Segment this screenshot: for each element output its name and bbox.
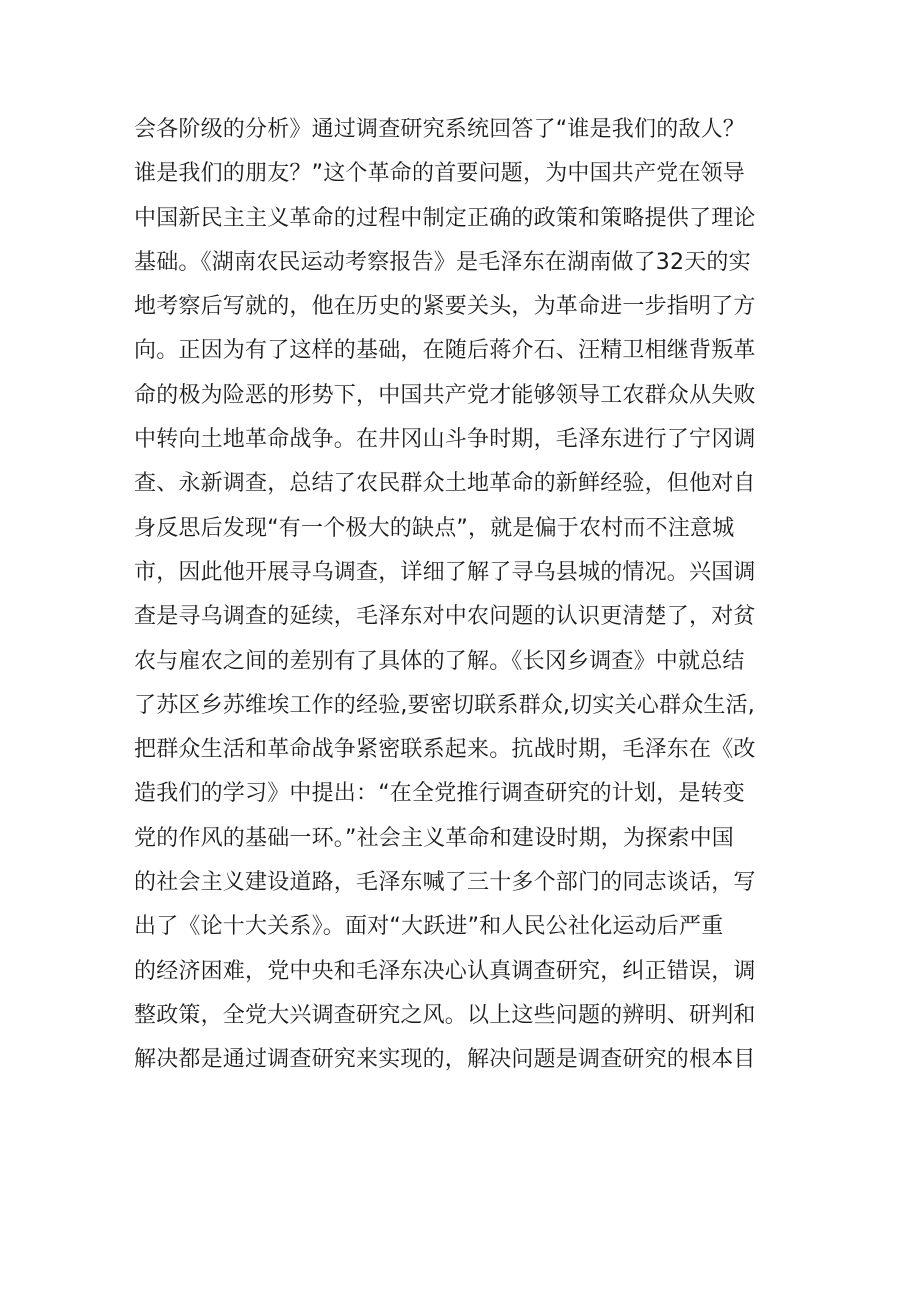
paragraph-line: 地考察后写就的，他在历史的紧要关头，为革命进一步指明了方 <box>134 294 756 320</box>
paragraph-line: 了苏区乡苏维埃工作的经验,要密切联系群众,切实关心群众生活, <box>134 692 755 718</box>
paragraph-line: 解决都是通过调查研究来实现的，解决问题是调查研究的根本目 <box>134 1047 756 1073</box>
paragraph-line: 谁是我们的朋友？”这个革命的首要问题，为中国共产党在领导 <box>134 161 745 187</box>
body-paragraph <box>134 108 794 1083</box>
paragraph-line: 基础。《湖南农民运动考察报告》是毛泽东在湖南做了32天的实 <box>134 249 751 275</box>
paragraph-line: 的社会主义建设道路，毛泽东喊了三十多个部门的同志谈话，写 <box>134 870 756 896</box>
paragraph-line: 查是寻乌调查的延续，毛泽东对中农问题的认识更清楚了，对贫 <box>134 604 756 630</box>
paragraph-line: 会各阶级的分析》通过调查研究系统回答了“谁是我们的敌人？ <box>134 117 745 142</box>
paragraph-line: 整政策，全党大兴调查研究之风。以上这些问题的辨明、研判和 <box>134 1002 756 1028</box>
paragraph-line: 中转向土地革命战争。在井冈山斗争时期，毛泽东进行了宁冈调 <box>134 427 756 453</box>
paragraph-line: 命的极为险恶的形势下，中国共产党才能够领导工农群众从失败 <box>134 382 756 408</box>
paragraph-line: 的经济困难，党中央和毛泽东决心认真调查研究，纠正错误，调 <box>134 958 756 984</box>
paragraph-line: 查、永新调查，总结了农民群众土地革命的新鲜经验，但他对自 <box>134 471 756 497</box>
paragraph-line: 向。正因为有了这样的基础，在随后蒋介石、汪精卫相继背叛革 <box>134 338 756 364</box>
paragraph-line: 造我们的学习》中提出：“在全党推行调查研究的计划，是转变 <box>134 781 745 807</box>
paragraph-line: 中国新民主主义革命的过程中制定正确的政策和策略提供了理论 <box>134 205 756 231</box>
paragraph-line: 出了《论十大关系》。面对“大跃进”和人民公社化运动后严重 <box>134 914 724 940</box>
paragraph-line: 党的作风的基础一环。”社会主义革命和建设时期，为探索中国 <box>134 825 734 851</box>
paragraph-line: 市，因此他开展寻乌调查，详细了解了寻乌县城的情况。兴国调 <box>134 559 756 585</box>
paragraph-line: 身反思后发现“有一个极大的缺点”，就是偏于农村而不注意城 <box>134 515 735 541</box>
paragraph-line: 农与雇农之间的差别有了具体的了解。《长冈乡调查》中就总结 <box>134 648 745 674</box>
paragraph-line: 把群众生活和革命战争紧密联系起来。抗战时期，毛泽东在《改 <box>134 737 756 763</box>
